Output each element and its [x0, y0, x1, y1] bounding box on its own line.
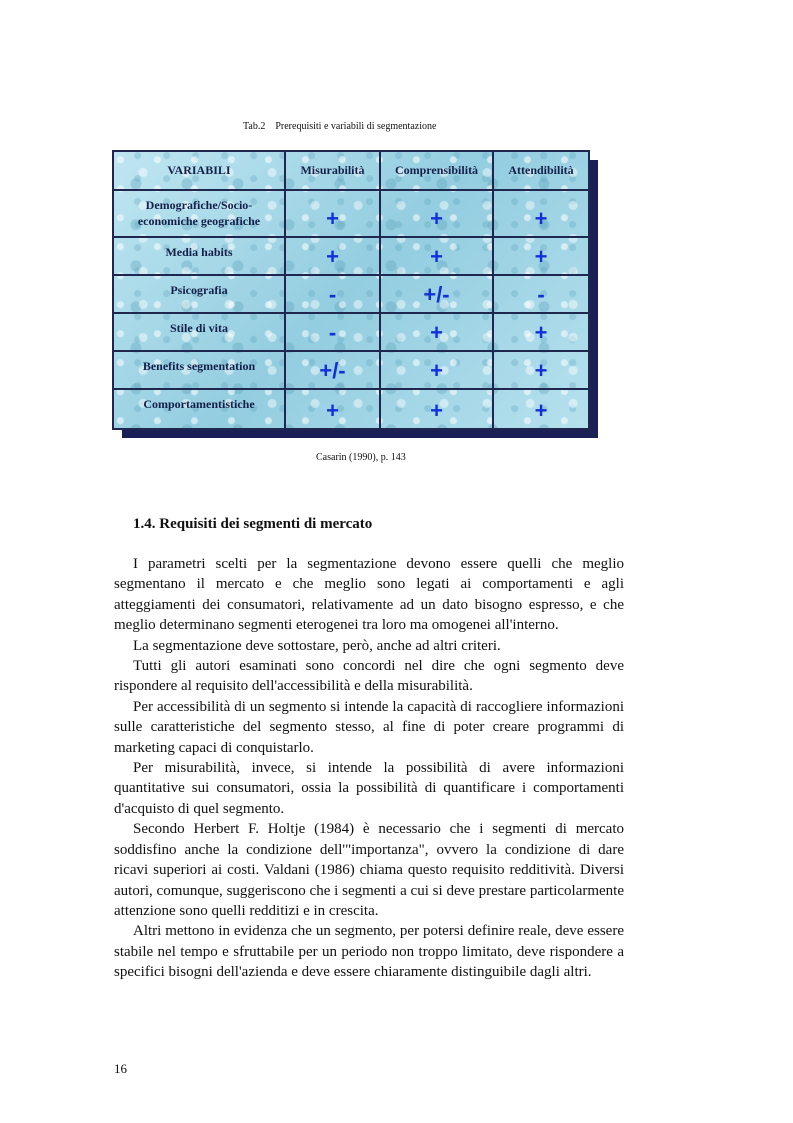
- row-label: Benefits segmentation: [113, 351, 285, 389]
- header-misurabilita: Misurabilità: [285, 151, 380, 190]
- paragraph: Per misurabilità, invece, si intende la possibilità di avere informazioni quantitative sui consumatori, ossia la possibilità di quantificare i comportamenti d'acquisto di quel segmento.: [114, 760, 624, 817]
- cell-misurabilita: -: [285, 275, 380, 313]
- paragraph: Per accessibilità di un segmento si intende la capacità di raccogliere informazioni sulle caratteristiche del segmento stesso, al fine di poter creare programmi di marketing capaci di conquistarlo.: [114, 698, 624, 756]
- table-caption: Tab.2 Prerequisiti e variabili di segmentazione: [243, 121, 437, 132]
- table-header-row: [113, 151, 589, 190]
- cell-misurabilita: +: [285, 389, 380, 429]
- cell-misurabilita: +/-: [285, 351, 380, 389]
- cell-attendibilita: +: [493, 237, 589, 275]
- header-variabili: VARIABILI: [113, 151, 285, 190]
- cell-misurabilita: +: [285, 237, 380, 275]
- cell-comprensibilita: +: [380, 351, 493, 389]
- cell-attendibilita: +: [493, 389, 589, 429]
- table-row: [113, 190, 589, 237]
- row-label: Demografiche/Socio-economiche geografiche: [113, 190, 285, 237]
- header-comprensibilita: Comprensibilità: [380, 151, 493, 190]
- segmentation-table: [112, 150, 590, 430]
- row-label: Stile di vita: [113, 313, 285, 351]
- table-row: [113, 313, 589, 351]
- segmentation-table-container: [112, 150, 588, 428]
- row-label: Media habits: [113, 237, 285, 275]
- table-row: [113, 275, 589, 313]
- row-label: Comportamentistiche: [113, 389, 285, 429]
- section-heading: 1.4. Requisiti dei segmenti di mercato: [133, 516, 373, 532]
- cell-comprensibilita: +/-: [380, 275, 493, 313]
- paragraph: Tutti gli autori esaminati sono concordi nel dire che ogni segmento deve rispondere al requisito dell'accessibilità e della misurabilità.: [114, 658, 624, 695]
- row-label: Psicografia: [113, 275, 285, 313]
- cell-comprensibilita: +: [380, 389, 493, 429]
- paragraph: I parametri scelti per la segmentazione devono essere quelli che meglio segmentano il mercato e che meglio sono legati ai comportamenti e agli atteggiamenti dei consumatori, relativamente ad un dato bisogno espresso, e che meglio determinano segmenti eterogenei tra loro ma omogenei all'interno.: [114, 556, 624, 634]
- cell-attendibilita: -: [493, 275, 589, 313]
- paragraph: La segmentazione deve sottostare, però, anche ad altri criteri.: [133, 637, 501, 654]
- table-row: [113, 389, 589, 429]
- cell-comprensibilita: +: [380, 190, 493, 237]
- header-attendibilita: Attendibilità: [493, 151, 589, 190]
- cell-comprensibilita: +: [380, 237, 493, 275]
- cell-attendibilita: +: [493, 190, 589, 237]
- cell-comprensibilita: +: [380, 313, 493, 351]
- section-body: [114, 554, 624, 983]
- paragraph: Altri mettono in evidenza che un segmento, per potersi definire reale, deve essere stabile nel tempo e sfruttabile per un periodo non troppo limitato, deve rispondere a specifici bisogni dell'azienda e deve essere chiaramente distinguibile dagli altri.: [114, 923, 624, 981]
- table-row: [113, 351, 589, 389]
- paragraph: Secondo Herbert F. Holtje (1984) è necessario che i segmenti di mercato soddisfino anche la condizione dell'"importanza", ovvero la condizione di dare ricavi superiori ai costi. Valdani (1986) chiama questo requisito redditività. Diversi autori, comunque, suggeriscono che i segmenti a cui si deve prestare particolarmente attenzione sono quelli redditizi e in crescita.: [114, 821, 624, 919]
- cell-attendibilita: +: [493, 351, 589, 389]
- cell-misurabilita: +: [285, 190, 380, 237]
- cell-attendibilita: +: [493, 313, 589, 351]
- table-row: [113, 237, 589, 275]
- page-number: 16: [114, 1061, 127, 1076]
- cell-misurabilita: -: [285, 313, 380, 351]
- table-source: Casarin (1990), p. 143: [316, 452, 406, 463]
